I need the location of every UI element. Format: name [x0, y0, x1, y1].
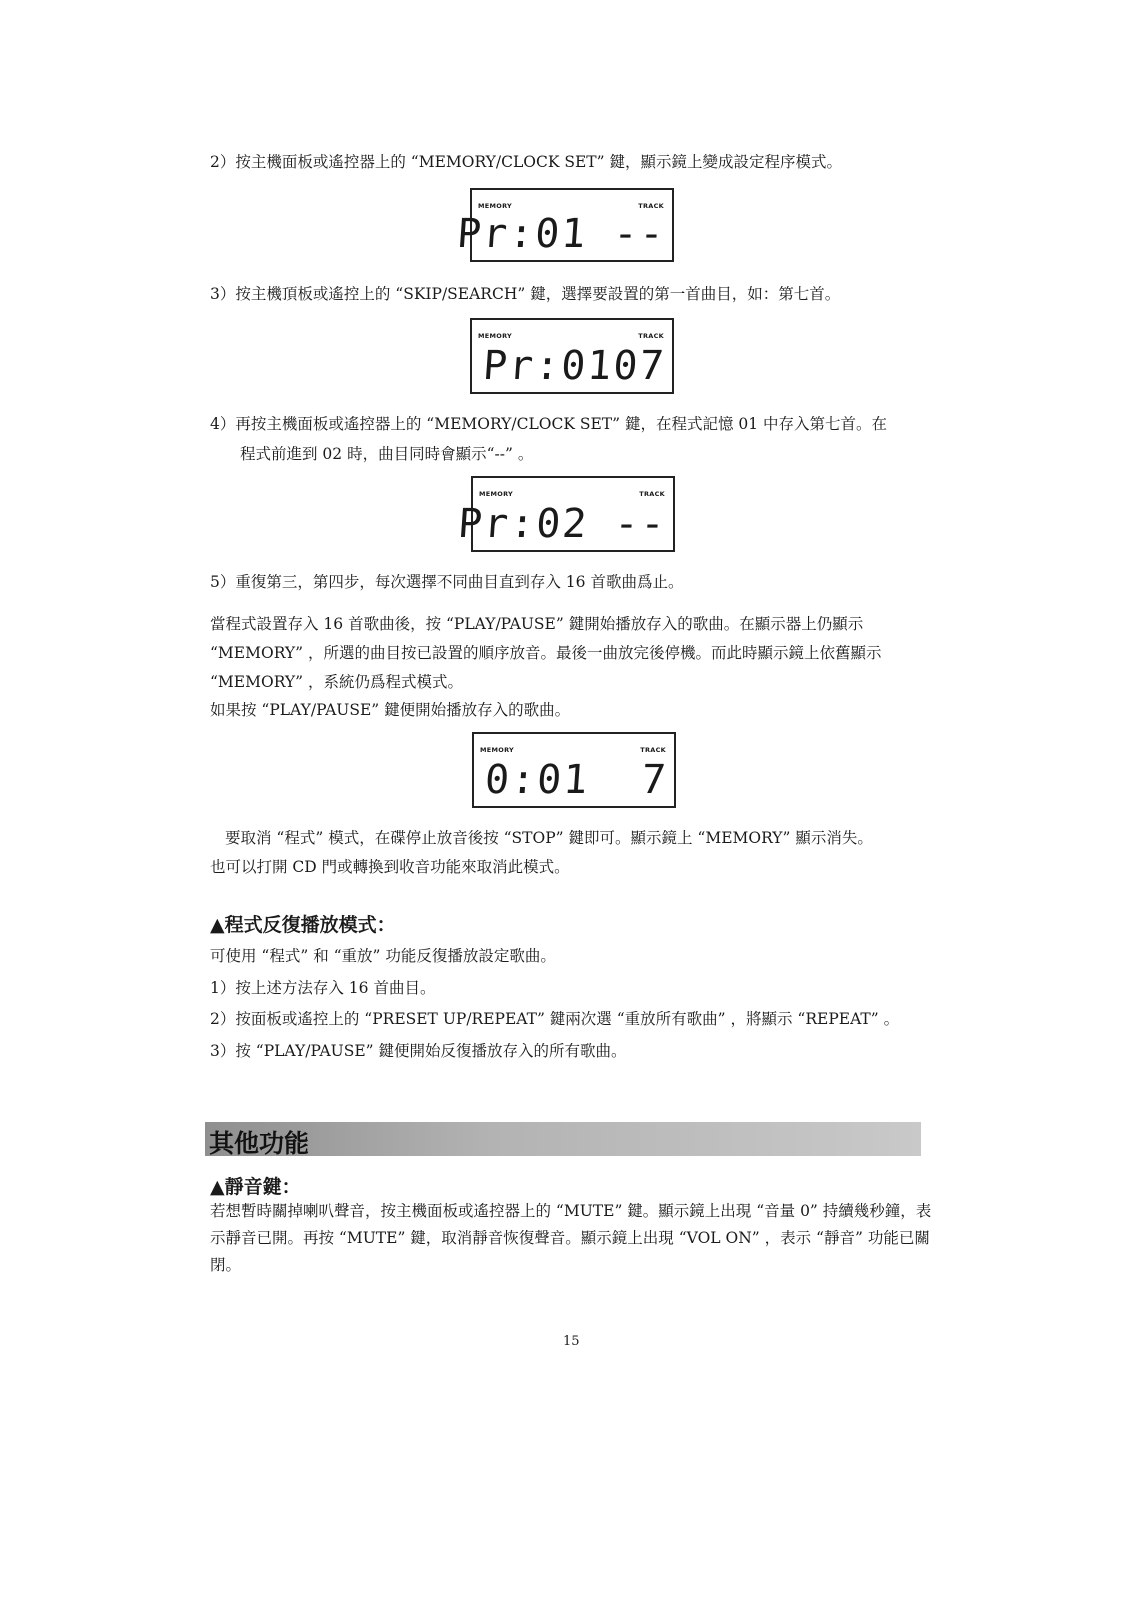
repeat-step-1: 1）按上述方法存入 16 首曲目。: [210, 979, 436, 997]
step-4-text-line1: 4）再按主機面板或遙控器上的 “MEMORY/CLOCK SET” 鍵，在程式記憶 01 中存入第七首。在: [210, 415, 888, 433]
step-2-text: 2）按主機面板或遙控器上的 “MEMORY/CLOCK SET” 鍵，顯示鏡上變成設定程序模式。: [210, 153, 842, 171]
repeat-section-heading: ▲程式反復播放模式：: [210, 914, 396, 936]
step-3-text: 3）按主機頂板或遙控上的 “SKIP/SEARCH” 鍵，選擇要設置的第一首曲目，如：第七首。: [210, 285, 841, 303]
repeat-step-3: 3）按 “PLAY/PAUSE” 鍵便開始反復播放存入的所有歌曲。: [210, 1042, 627, 1060]
other-functions-section-bar: [205, 1122, 921, 1156]
memory-playback-paragraph: 當程式設置存入 16 首歌曲後，按 “PLAY/PAUSE” 鍵開始播放存入的歌曲。在顯示器上仍顯示 “MEMORY” ，所選的曲目按已設置的順序放音。最後一曲放完後停機。而此時顯示鏡上依舊顯示 “MEMORY” ，系統仍爲程式模式。: [210, 615, 882, 691]
lcd-memory-label: MEMORY: [480, 746, 515, 754]
lcd-track-label: TRACK: [638, 202, 664, 210]
lcd-track-label: TRACK: [639, 490, 665, 498]
lcd-track-label: TRACK: [640, 746, 666, 754]
lcd-display-program-01: [455, 188, 674, 262]
step-4-text-line2: 程式前進到 02 時，曲目同時會顯示“--” 。: [240, 445, 534, 463]
lcd-memory-label: MEMORY: [478, 202, 513, 210]
lcd-track-label: TRACK: [638, 332, 664, 340]
lcd-display-playback: [472, 732, 676, 808]
lcd-digits: Pr:0107: [481, 343, 668, 389]
play-pause-paragraph: 如果按 “PLAY/PAUSE” 鍵便開始播放存入的歌曲。: [210, 701, 571, 719]
lcd-display-program-02: [456, 476, 675, 552]
cancel-program-line1: 要取消 “程式” 模式，在碟停止放音後按 “STOP” 鍵即可。顯示鏡上 “MEMORY” 顯示消失。: [225, 829, 873, 847]
repeat-intro: 可使用 “程式” 和 “重放” 功能反復播放設定歌曲。: [210, 947, 556, 965]
lcd-display-program-01-track-07: [470, 318, 674, 394]
lcd-digits: 0:01 7: [483, 757, 670, 803]
lcd-digits: Pr:01 --: [455, 211, 668, 257]
page-number: 15: [563, 1334, 580, 1349]
step-5-text: 5）重復第三，第四步，每次選擇不同曲目直到存入 16 首歌曲爲止。: [210, 573, 684, 591]
mute-paragraph: 若想暫時關掉喇叭聲音，按主機面板或遙控器上的 “MUTE” 鍵。顯示鏡上出現 “音量 0” 持續幾秒鐘，表示靜音已開。再按 “MUTE” 鍵，取消靜音恢復聲音。顯示鏡上出現 “VOL ON” ，表示 “靜音” 功能已關閉。: [210, 1202, 932, 1274]
other-functions-title: 其他功能: [209, 1129, 310, 1158]
lcd-digits: Pr:02 --: [456, 501, 669, 547]
cancel-program-line2: 也可以打開 CD 門或轉換到收音功能來取消此模式。: [210, 858, 570, 876]
repeat-step-2: 2）按面板或遙控上的 “PRESET UP/REPEAT” 鍵兩次選 “重放所有歌曲” ，將顯示 “REPEAT” 。: [210, 1010, 900, 1028]
mute-heading: ▲靜音鍵：: [210, 1176, 301, 1198]
lcd-memory-label: MEMORY: [478, 332, 513, 340]
lcd-memory-label: MEMORY: [479, 490, 514, 498]
